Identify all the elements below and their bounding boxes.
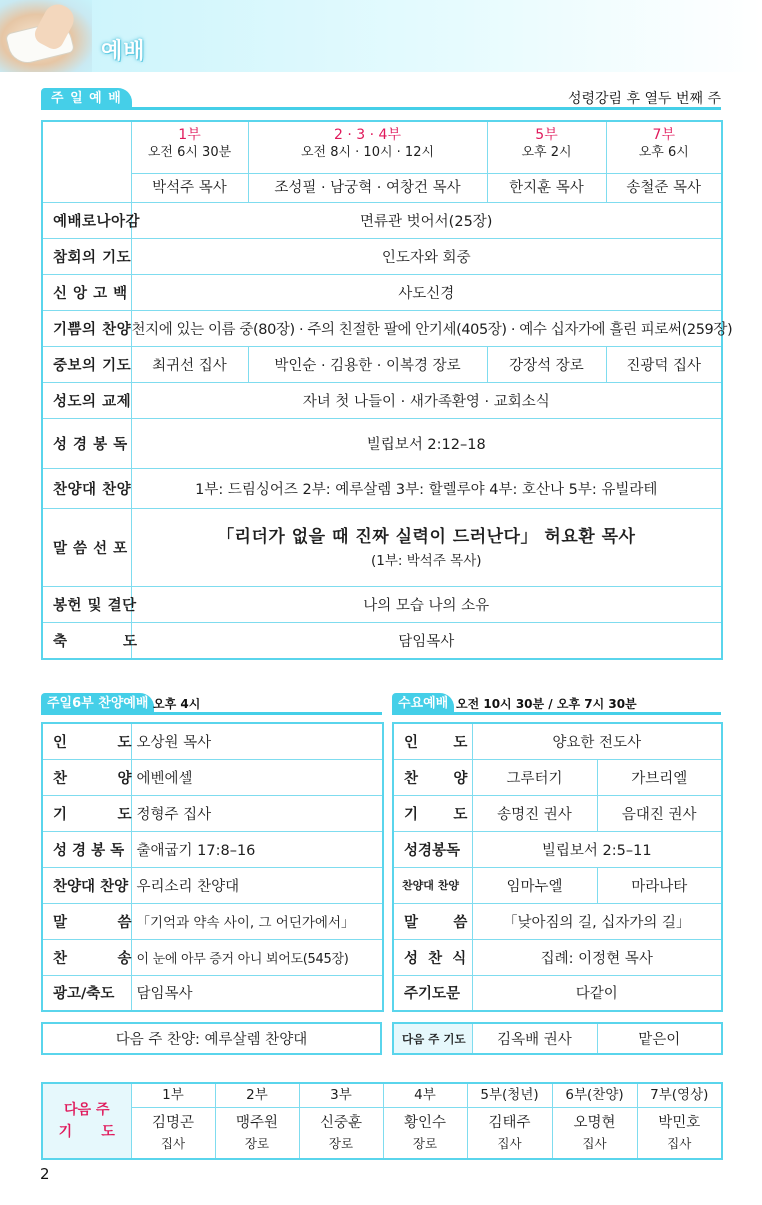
wed-row-choir (393, 867, 722, 903)
wed-next-prayer-box (392, 1022, 723, 1055)
page-title: 예배 (101, 39, 146, 64)
wednesday-section-header (392, 693, 721, 715)
repent-row (42, 239, 722, 275)
wed-value-word: 「낮아짐의 길, 십자가의 길」 (472, 903, 722, 939)
wed-row-word (393, 903, 722, 939)
wed-row-scripture (393, 831, 722, 867)
wed-label-choir: 찬양대 찬양 (393, 867, 472, 903)
repent-label: 참회의 기도 (42, 239, 131, 275)
wed-value-praise-1: 그루터기 (472, 759, 597, 795)
intercession-label: 중보의 기도 (42, 347, 131, 383)
wed-value-choir-2: 마라나타 (597, 867, 722, 903)
service-1: 1부 오전 6시 30분 박석주 목사 (131, 121, 248, 203)
sixth-section-header (41, 693, 382, 715)
wed-label-lordsprayer: 주기도문 (393, 975, 472, 1011)
wed-value-lordsprayer: 다같이 (472, 975, 722, 1011)
next-week-part-7: 7부(영상) (637, 1083, 722, 1107)
fellowship-label: 성도의 교제 (42, 383, 131, 419)
scripture-label: 성 경 봉 독 (42, 419, 131, 469)
sixth-value-scripture: 출애굽기 17:8–16 (131, 831, 383, 867)
liturgical-week: 성령강림 후 열두 번째 주 (567, 91, 721, 107)
service-5: 5부 오후 2시 한지훈 목사 (487, 121, 606, 203)
wed-label-lead: 인 도 (393, 723, 472, 759)
wed-row-praise (393, 759, 722, 795)
creed-row (42, 275, 722, 311)
wed-value-prayer-2: 음대진 권사 (597, 795, 722, 831)
header-banner (0, 0, 762, 72)
wed-next-prayer-role: 맡은이 (597, 1023, 722, 1054)
sermon-label: 말 씀 선 포 (42, 509, 131, 587)
next-choir-box (41, 1022, 382, 1055)
sixth-row-lead (42, 723, 383, 759)
sixth-value-lead: 오상원 목사 (131, 723, 383, 759)
sixth-value-prayer: 정형주 집사 (131, 795, 383, 831)
sixth-order-table (41, 722, 384, 1012)
blessing-value: 담임목사 (131, 623, 722, 659)
next-week-part-4: 4부 (383, 1083, 467, 1107)
wed-value-choir-1: 임마누엘 (472, 867, 597, 903)
next-week-parts-row (42, 1083, 722, 1107)
wed-row-communion (393, 939, 722, 975)
next-week-person-3: 신중훈 장로 (299, 1107, 383, 1159)
approach-label: 예배로나아감 (42, 203, 131, 239)
sixth-label-word: 말 씀 (42, 903, 131, 939)
sixth-tab: 주일6부 찬양예배 (41, 693, 154, 714)
sunday-section-header (41, 88, 721, 110)
joy-row (42, 311, 722, 347)
wednesday-order-table (392, 722, 723, 1012)
wed-label-praise: 찬 양 (393, 759, 472, 795)
wed-value-lead: 양요한 전도사 (472, 723, 722, 759)
intercession-row (42, 347, 722, 383)
next-choir-text: 다음 주 찬양: 예루살렘 찬양대 (115, 1032, 308, 1048)
sixth-row-choir (42, 867, 383, 903)
sermon-note: (1부: 박석주 목사) (371, 552, 482, 569)
next-week-part-2: 2부 (215, 1083, 299, 1107)
approach-row (42, 203, 722, 239)
wed-value-scripture: 빌립보서 2:5–11 (472, 831, 722, 867)
scripture-row (42, 419, 722, 469)
fellowship-row (42, 383, 722, 419)
service-7: 7부 오후 6시 송철준 목사 (606, 121, 722, 203)
next-week-person-2: 맹주원 장로 (215, 1107, 299, 1159)
wed-value-praise-2: 가브리엘 (597, 759, 722, 795)
sixth-label-choir: 찬양대 찬양 (42, 867, 131, 903)
next-week-names-row (42, 1107, 722, 1159)
next-week-label-1: 다음 주 (64, 1102, 110, 1118)
sixth-row-word (42, 903, 383, 939)
sixth-row-scripture (42, 831, 383, 867)
sixth-label-praise: 찬 양 (42, 759, 131, 795)
next-week-part-6: 6부(찬양) (552, 1083, 637, 1107)
sixth-label-blessing: 광고/축도 (42, 975, 131, 1011)
wed-label-scripture: 성경봉독 (393, 831, 472, 867)
sixth-label-lead: 인 도 (42, 723, 131, 759)
intercession-value-3: 강장석 장로 (487, 347, 606, 383)
next-week-label (42, 1083, 131, 1159)
sixth-value-praise: 에벤에셀 (131, 759, 383, 795)
services-row (42, 121, 722, 203)
sixth-value-blessing: 담임목사 (131, 975, 383, 1011)
next-week-person-5: 김태주 집사 (467, 1107, 552, 1159)
wed-label-communion: 성 찬 식 (393, 939, 472, 975)
wed-value-prayer-1: 송명진 권사 (472, 795, 597, 831)
wednesday-tab: 수요예배 (392, 693, 454, 714)
corner-cell (42, 121, 131, 203)
intercession-value-1: 최귀선 집사 (131, 347, 248, 383)
sixth-label-hymn: 찬 송 (42, 939, 131, 975)
creed-label: 신 앙 고 백 (42, 275, 131, 311)
fellowship-value: 자녀 첫 나들이 · 새가족환영 · 교회소식 (131, 383, 722, 419)
choir-label: 찬양대 찬양 (42, 469, 131, 509)
blessing-label: 축 도 (42, 623, 131, 659)
blessing-row (42, 623, 722, 659)
sixth-time: 오후 4시 (153, 697, 201, 711)
next-week-prayer-table (41, 1082, 723, 1160)
sunday-order-table (41, 120, 733, 660)
offering-value: 나의 모습 나의 소유 (131, 587, 722, 623)
next-week-person-1: 김명곤 집사 (131, 1107, 215, 1159)
wed-row-lead (393, 723, 722, 759)
wed-value-communion: 집례: 이정현 목사 (472, 939, 722, 975)
sixth-value-choir: 우리소리 찬양대 (131, 867, 383, 903)
wed-label-word: 말 씀 (393, 903, 472, 939)
choir-value: 1부: 드림싱어즈 2부: 예루살렘 3부: 할렐루야 4부: 호산나 5부: 유빌라테 (131, 469, 722, 509)
praying-hands-bible-image (0, 0, 92, 72)
wed-row-prayer (393, 795, 722, 831)
next-week-part-1: 1부 (131, 1083, 215, 1107)
next-week-person-6: 오명현 집사 (552, 1107, 637, 1159)
choir-row (42, 469, 722, 509)
next-week-person-4: 황인수 장로 (383, 1107, 467, 1159)
service-234: 2 · 3 · 4부 오전 8시 · 10시 · 12시 조성필 · 남궁혁 · 여창건 목사 (248, 121, 487, 203)
intercession-value-2: 박인순 · 김용한 · 이복경 장로 (248, 347, 487, 383)
next-week-part-5: 5부(청년) (467, 1083, 552, 1107)
sixth-row-praise (42, 759, 383, 795)
sunday-tab: 주 일 예 배 (41, 88, 132, 109)
joy-label: 기쁨의 찬양 (42, 311, 131, 347)
offering-row (42, 587, 722, 623)
creed-value: 사도신경 (131, 275, 722, 311)
wed-next-prayer-label: 다음 주 기도 (393, 1023, 472, 1054)
intercession-value-4: 진광덕 집사 (606, 347, 722, 383)
sermon-title: 「리더가 없을 때 진짜 실력이 드러난다」 허요환 목사 (217, 526, 636, 547)
wednesday-time: 오전 10시 30분 / 오후 7시 30분 (456, 697, 637, 711)
sixth-label-prayer: 기 도 (42, 795, 131, 831)
sixth-row-hymn (42, 939, 383, 975)
joy-value: 천지에 있는 이름 중(80장) · 주의 친절한 팔에 안기세(405장) · 예수 십자가에 흘린 피로써(259장) (131, 311, 722, 347)
wed-row-lordsprayer (393, 975, 722, 1011)
scripture-value: 빌립보서 2:12–18 (131, 419, 722, 469)
approach-value: 면류관 벗어서(25장) (131, 203, 722, 239)
next-week-person-7: 박민호 집사 (637, 1107, 722, 1159)
sixth-label-scripture: 성 경 봉 독 (42, 831, 131, 867)
repent-value: 인도자와 회중 (131, 239, 722, 275)
wed-label-prayer: 기 도 (393, 795, 472, 831)
sermon-value (131, 509, 722, 587)
sermon-row (42, 509, 722, 587)
sixth-row-blessing (42, 975, 383, 1011)
sixth-value-word: 「기억과 약속 사이, 그 어딘가에서」 (131, 903, 383, 939)
sixth-value-hymn: 이 눈에 아무 증거 아니 뵈어도(545장) (131, 939, 383, 975)
wed-next-prayer-name: 김옥배 권사 (472, 1023, 597, 1054)
sixth-row-prayer (42, 795, 383, 831)
offering-label: 봉헌 및 결단 (42, 587, 131, 623)
page-number: 2 (40, 1165, 50, 1183)
next-week-label-2: 기 도 (58, 1124, 115, 1140)
wed-next-prayer-row (393, 1023, 722, 1054)
next-week-part-3: 3부 (299, 1083, 383, 1107)
